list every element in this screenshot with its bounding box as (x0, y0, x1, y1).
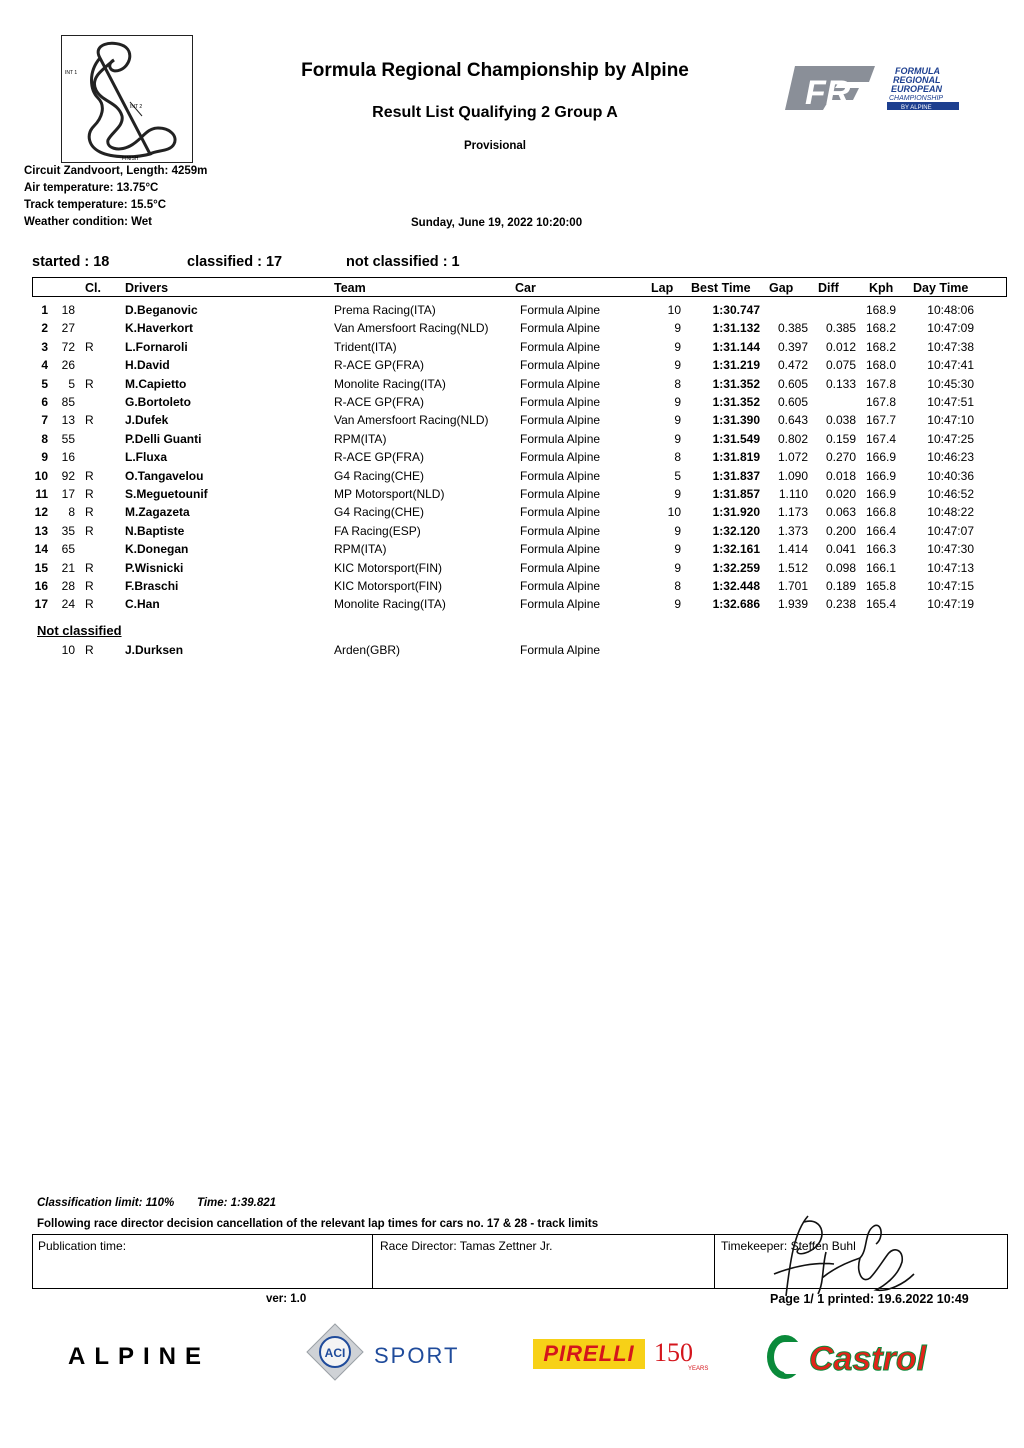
cell-day: 10:48:06 (927, 303, 974, 317)
cell-gap: 0.643 (777, 413, 808, 428)
cell-driver: M.Capietto (125, 376, 187, 391)
cell-day: 10:47:19 (927, 597, 974, 612)
signature-divider (714, 1234, 715, 1289)
cell-kph: 166.8 (865, 505, 896, 520)
weather-condition: Weather condition: Wet (24, 216, 152, 228)
cell-gap: 1.512 (777, 560, 808, 575)
cell-driver: F.Braschi (125, 579, 179, 593)
version: ver: 1.0 (266, 1293, 307, 1305)
cell-no: 10 (61, 643, 75, 657)
cell-no: 16 (61, 450, 75, 465)
cell-team: Monolite Racing(ITA) (334, 376, 446, 391)
table-row (0, 561, 1024, 579)
cell-lap: 9 (674, 395, 681, 409)
cell-pos: 17 (34, 597, 48, 612)
cell-lap: 9 (674, 358, 681, 373)
cell-pos: 5 (41, 376, 48, 391)
cell-best: 1:31.219 (712, 358, 760, 373)
cell-best: 1:31.390 (712, 413, 760, 428)
cell-car: Formula Alpine (520, 395, 601, 409)
col-header-lap: Lap (651, 281, 674, 295)
col-header-cl: Cl. (85, 281, 101, 295)
table-row (0, 432, 1024, 450)
cell-no: 13 (61, 413, 75, 428)
circuit-layout-icon (62, 36, 192, 162)
cell-lap: 9 (674, 487, 681, 501)
cell-kph: 167.4 (865, 431, 896, 446)
cell-cl: R (85, 579, 94, 593)
cell-gap: 1.173 (777, 505, 808, 520)
cell-best: 1:32.686 (712, 597, 760, 612)
cell-car: Formula Alpine (520, 339, 601, 354)
cell-day: 10:47:13 (927, 560, 974, 575)
cell-lap: 9 (674, 413, 681, 428)
cell-driver: K.Donegan (125, 542, 189, 557)
cell-driver: L.Fluxa (125, 450, 168, 465)
cell-diff: 0.385 (825, 321, 856, 336)
document-status: Provisional (464, 140, 526, 152)
cell-best: 1:31.352 (712, 376, 760, 391)
cell-day: 10:47:10 (927, 413, 974, 428)
cell-lap: 9 (674, 560, 681, 575)
fr-logo-text-5: BY ALPINE (901, 105, 932, 111)
cell-car: Formula Alpine (520, 505, 601, 520)
classification-limit-time: Time: 1:39.821 (197, 1197, 277, 1209)
cell-pos: 3 (41, 339, 48, 354)
cell-driver: O.Tangavelou (125, 468, 204, 483)
cell-no: 24 (61, 597, 75, 612)
table-row (0, 358, 1024, 376)
fr-logo-letters: FR (805, 74, 851, 112)
cell-team: KIC Motorsport(FIN) (334, 560, 443, 575)
cell-lap: 9 (674, 321, 681, 336)
cell-diff: 0.200 (825, 523, 856, 538)
fr-championship-logo (783, 62, 973, 112)
map-label-int2: INT 2 (130, 104, 143, 110)
cell-gap: 1.414 (777, 542, 808, 557)
cell-kph: 166.1 (865, 560, 896, 575)
cell-best: 1:31.920 (712, 505, 760, 520)
cell-pos: 15 (34, 560, 48, 575)
cell-best: 1:30.747 (712, 303, 760, 317)
cell-team: RPM(ITA) (334, 542, 387, 557)
table-row (0, 643, 1024, 661)
cell-diff: 0.041 (825, 542, 856, 557)
cell-gap: 0.472 (777, 358, 808, 373)
table-row (0, 450, 1024, 468)
cell-car: Formula Alpine (520, 597, 601, 612)
fr-logo-text-1: FORMULA (895, 66, 940, 76)
not-classified-heading: Not classified (37, 623, 122, 638)
started-count: started : 18 (32, 254, 110, 270)
track-temperature: Track temperature: 15.5°C (24, 199, 167, 211)
cell-gap: 1.110 (778, 487, 808, 501)
cell-pos: 13 (34, 523, 48, 538)
cell-no: 27 (61, 321, 75, 336)
table-row (0, 597, 1024, 615)
fr-logo-text-4: CHAMPIONSHIP (889, 95, 944, 102)
cell-pos: 12 (34, 505, 48, 520)
table-row (0, 377, 1024, 395)
cell-gap: 1.373 (777, 523, 808, 538)
cell-no: 5 (68, 376, 75, 391)
cell-gap: 1.072 (777, 450, 808, 465)
cell-best: 1:31.549 (712, 431, 760, 446)
cell-diff: 0.270 (825, 450, 856, 465)
cell-pos: 9 (41, 450, 48, 465)
cell-lap: 9 (674, 523, 681, 538)
cell-day: 10:47:07 (927, 523, 974, 538)
cell-pos: 14 (34, 542, 48, 557)
cell-no: 92 (61, 468, 75, 483)
cell-car: Formula Alpine (520, 542, 601, 557)
table-row (0, 505, 1024, 523)
col-header-day-time: Day Time (913, 281, 969, 295)
table-row (0, 340, 1024, 358)
cell-cl: R (85, 505, 94, 520)
cell-diff: 0.159 (825, 431, 856, 446)
table-row (0, 487, 1024, 505)
timekeeper-signature (764, 1212, 924, 1302)
cell-no: 35 (61, 523, 75, 538)
cell-diff: 0.038 (825, 413, 856, 428)
cell-cl: R (85, 413, 94, 428)
cell-day: 10:47:09 (927, 321, 974, 336)
cell-day: 10:46:23 (927, 450, 974, 465)
cell-team: KIC Motorsport(FIN) (334, 579, 443, 593)
cell-team: R-ACE GP(FRA) (334, 395, 424, 409)
cell-driver: N.Baptiste (125, 523, 185, 538)
col-header-team: Team (334, 281, 366, 295)
cell-car: Formula Alpine (520, 450, 601, 465)
table-row (0, 542, 1024, 560)
session-date: Sunday, June 19, 2022 10:20:00 (411, 217, 583, 229)
cell-diff: 0.238 (825, 597, 856, 612)
cell-driver: S.Meguetounif (125, 487, 208, 501)
cell-driver: L.Fornaroli (125, 339, 188, 354)
cell-kph: 167.8 (865, 376, 896, 391)
cell-driver: P.Delli Guanti (125, 431, 202, 446)
cell-best: 1:31.352 (712, 395, 760, 409)
cell-pos: 1 (41, 303, 48, 317)
cell-team: RPM(ITA) (334, 431, 387, 446)
cell-cl: R (85, 643, 94, 657)
cell-best: 1:32.120 (712, 523, 760, 538)
document-title: Formula Regional Championship by Alpine (301, 60, 689, 81)
castrol-logo-text: Castrol (809, 1340, 927, 1378)
pirelli-150-logo: 150 (654, 1338, 693, 1367)
cell-kph: 166.9 (865, 487, 896, 501)
cell-team: Arden(GBR) (334, 643, 401, 657)
cell-car: Formula Alpine (520, 303, 601, 317)
cell-no: 8 (68, 505, 75, 520)
cell-pos: 4 (41, 358, 48, 373)
cell-team: Trident(ITA) (334, 339, 397, 354)
cell-pos: 2 (41, 321, 48, 336)
cell-lap: 8 (674, 376, 681, 391)
cell-diff: 0.189 (825, 579, 856, 593)
cell-car: Formula Alpine (520, 413, 601, 428)
cell-car: Formula Alpine (520, 560, 601, 575)
cell-kph: 166.3 (865, 542, 896, 557)
race-director: Race Director: Tamas Zettner Jr. (380, 1239, 553, 1253)
cell-team: Monolite Racing(ITA) (334, 597, 446, 612)
aci-sport-text: SPORT (374, 1343, 460, 1368)
cell-kph: 168.9 (865, 303, 896, 317)
document-subtitle: Result List Qualifying 2 Group A (372, 104, 618, 121)
cell-cl: R (85, 339, 94, 354)
cell-driver: G.Bortoleto (125, 395, 191, 409)
cell-team: Prema Racing(ITA) (334, 303, 436, 317)
cell-driver: M.Zagazeta (125, 505, 190, 520)
cell-diff: 0.020 (825, 487, 856, 501)
fr-logo-text-3: EUROPEAN (891, 84, 943, 94)
cell-car: Formula Alpine (520, 358, 601, 373)
cell-best: 1:32.161 (712, 542, 760, 557)
col-header-best-time: Best Time (691, 281, 751, 295)
cell-gap: 0.802 (777, 431, 808, 446)
cell-car: Formula Alpine (520, 643, 601, 657)
cell-diff: 0.018 (825, 468, 856, 483)
cell-car: Formula Alpine (520, 431, 601, 446)
cell-cl: R (85, 468, 94, 483)
fr-logo-text-2: REGIONAL (893, 75, 941, 85)
table-row (0, 579, 1024, 597)
cell-day: 10:47:15 (927, 579, 974, 593)
castrol-logo (765, 1332, 945, 1382)
air-temperature: Air temperature: 13.75°C (24, 182, 159, 194)
cell-driver: J.Dufek (125, 413, 169, 428)
col-header-gap: Gap (769, 281, 794, 295)
pirelli-logo (533, 1339, 645, 1369)
cell-no: 17 (61, 487, 75, 501)
cell-car: Formula Alpine (520, 376, 601, 391)
cell-no: 55 (61, 431, 75, 446)
cell-car: Formula Alpine (520, 468, 601, 483)
cell-driver: C.Han (125, 597, 160, 612)
pirelli-logo-text: PIRELLI (543, 1341, 635, 1366)
cell-lap: 8 (674, 579, 681, 593)
cell-day: 10:47:51 (927, 395, 974, 409)
cell-driver: H.David (125, 358, 170, 373)
timekeeper: Timekeeper: Steffen Buhl (721, 1239, 856, 1253)
cell-no: 72 (61, 339, 75, 354)
cell-no: 65 (61, 542, 75, 557)
cell-driver: P.Wisnicki (125, 560, 184, 575)
cell-diff: 0.063 (825, 505, 856, 520)
cell-cl: R (85, 376, 94, 391)
cell-gap: 0.605 (777, 376, 808, 391)
cell-pos: 16 (34, 579, 48, 593)
cell-kph: 167.7 (865, 413, 896, 428)
cell-diff: 0.012 (825, 339, 856, 354)
cell-driver: K.Haverkort (125, 321, 194, 336)
cell-diff: 0.075 (825, 358, 856, 373)
cell-diff: 0.133 (825, 376, 856, 391)
cell-kph: 168.2 (865, 321, 896, 336)
signature-divider (372, 1234, 373, 1289)
table-row (0, 524, 1024, 542)
cell-driver: J.Durksen (125, 643, 184, 657)
cell-pos: 10 (34, 468, 48, 483)
col-header-kph: Kph (869, 281, 894, 295)
cell-kph: 167.8 (865, 395, 896, 409)
aci-logo (305, 1322, 365, 1382)
cell-lap: 8 (674, 450, 681, 465)
cell-pos: 8 (41, 431, 48, 446)
cell-no: 28 (61, 579, 75, 593)
map-label-finish: FINISH (122, 156, 139, 162)
cell-team: Van Amersfoort Racing(NLD) (334, 321, 489, 336)
cell-gap: 0.605 (777, 395, 808, 409)
map-label-int1: INT 1 (65, 70, 78, 76)
cell-lap: 9 (674, 542, 681, 557)
table-row (0, 413, 1024, 431)
cell-team: R-ACE GP(FRA) (334, 358, 424, 373)
cell-team: FA Racing(ESP) (334, 523, 421, 538)
classified-count: classified : 17 (187, 254, 283, 270)
cell-lap: 10 (667, 303, 681, 317)
cell-best: 1:32.448 (712, 579, 760, 593)
cell-gap: 0.397 (777, 339, 808, 354)
cell-best: 1:31.857 (712, 487, 760, 501)
cell-cl: R (85, 597, 94, 612)
cell-car: Formula Alpine (520, 487, 601, 501)
publication-time: Publication time: (38, 1239, 127, 1253)
cell-cl: R (85, 523, 94, 538)
cell-pos: 7 (41, 413, 48, 428)
table-row (0, 321, 1024, 339)
cell-lap: 10 (667, 505, 681, 520)
cell-car: Formula Alpine (520, 579, 601, 593)
classification-limit: Classification limit: 110% (37, 1197, 175, 1209)
table-row (0, 469, 1024, 487)
cell-no: 18 (61, 303, 75, 317)
cell-best: 1:31.132 (712, 321, 760, 336)
cell-day: 10:47:25 (927, 431, 974, 446)
cell-car: Formula Alpine (520, 321, 601, 336)
cell-team: R-ACE GP(FRA) (334, 450, 424, 465)
cell-gap: 1.090 (777, 468, 808, 483)
cell-day: 10:48:22 (927, 505, 974, 520)
cell-diff: 0.098 (825, 560, 856, 575)
cell-lap: 5 (674, 468, 681, 483)
cell-best: 1:31.819 (712, 450, 760, 465)
cell-kph: 166.9 (865, 450, 896, 465)
cell-kph: 168.0 (865, 358, 896, 373)
cell-pos: 11 (35, 487, 48, 501)
cell-lap: 9 (674, 339, 681, 354)
aci-logo-text: ACI (324, 1346, 346, 1360)
cell-no: 21 (61, 560, 75, 575)
cell-kph: 165.4 (865, 597, 896, 612)
cell-team: MP Motorsport(NLD) (334, 487, 445, 501)
cell-gap: 0.385 (777, 321, 808, 336)
cell-day: 10:47:41 (927, 358, 974, 373)
cell-kph: 165.8 (865, 579, 896, 593)
cell-best: 1:32.259 (712, 560, 760, 575)
col-header-diff: Diff (818, 281, 839, 295)
cell-team: G4 Racing(CHE) (334, 505, 425, 520)
cell-lap: 9 (674, 431, 681, 446)
cell-team: Van Amersfoort Racing(NLD) (334, 413, 489, 428)
table-row (0, 303, 1024, 321)
cell-best: 1:31.837 (712, 468, 760, 483)
cell-lap: 9 (674, 597, 681, 612)
cell-gap: 1.701 (777, 579, 808, 593)
cell-driver: D.Beganovic (125, 303, 198, 317)
track-map (61, 35, 193, 163)
cell-cl: R (85, 487, 94, 501)
not-classified-count: not classified : 1 (346, 254, 460, 270)
cell-day: 10:47:30 (927, 542, 974, 557)
circuit-name-length: Circuit Zandvoort, Length: 4259m (24, 165, 208, 177)
cell-car: Formula Alpine (520, 523, 601, 538)
cell-kph: 166.9 (865, 468, 896, 483)
cell-day: 10:45:30 (927, 376, 974, 391)
cell-kph: 168.2 (865, 339, 896, 354)
pirelli-years-text: YEARS (688, 1366, 709, 1372)
cell-gap: 1.939 (777, 597, 808, 612)
col-header-car: Car (515, 281, 536, 295)
cell-cl: R (85, 560, 94, 575)
race-director-note: Following race director decision cancellation of the relevant lap times for cars no. 17 & 28 - track limits (37, 1218, 599, 1230)
col-header-drivers: Drivers (125, 281, 169, 295)
cell-day: 10:46:52 (927, 487, 974, 501)
cell-day: 10:47:38 (927, 339, 974, 354)
alpine-logo: ALPINE (68, 1343, 211, 1370)
cell-no: 85 (61, 395, 75, 409)
cell-no: 26 (61, 358, 75, 373)
printed-info: Page 1/ 1 printed: 19.6.2022 10:49 (770, 1292, 969, 1306)
table-row (0, 395, 1024, 413)
cell-day: 10:40:36 (927, 468, 974, 483)
cell-kph: 166.4 (865, 523, 896, 538)
cell-best: 1:31.144 (712, 339, 760, 354)
cell-pos: 6 (41, 395, 48, 409)
cell-team: G4 Racing(CHE) (334, 468, 425, 483)
